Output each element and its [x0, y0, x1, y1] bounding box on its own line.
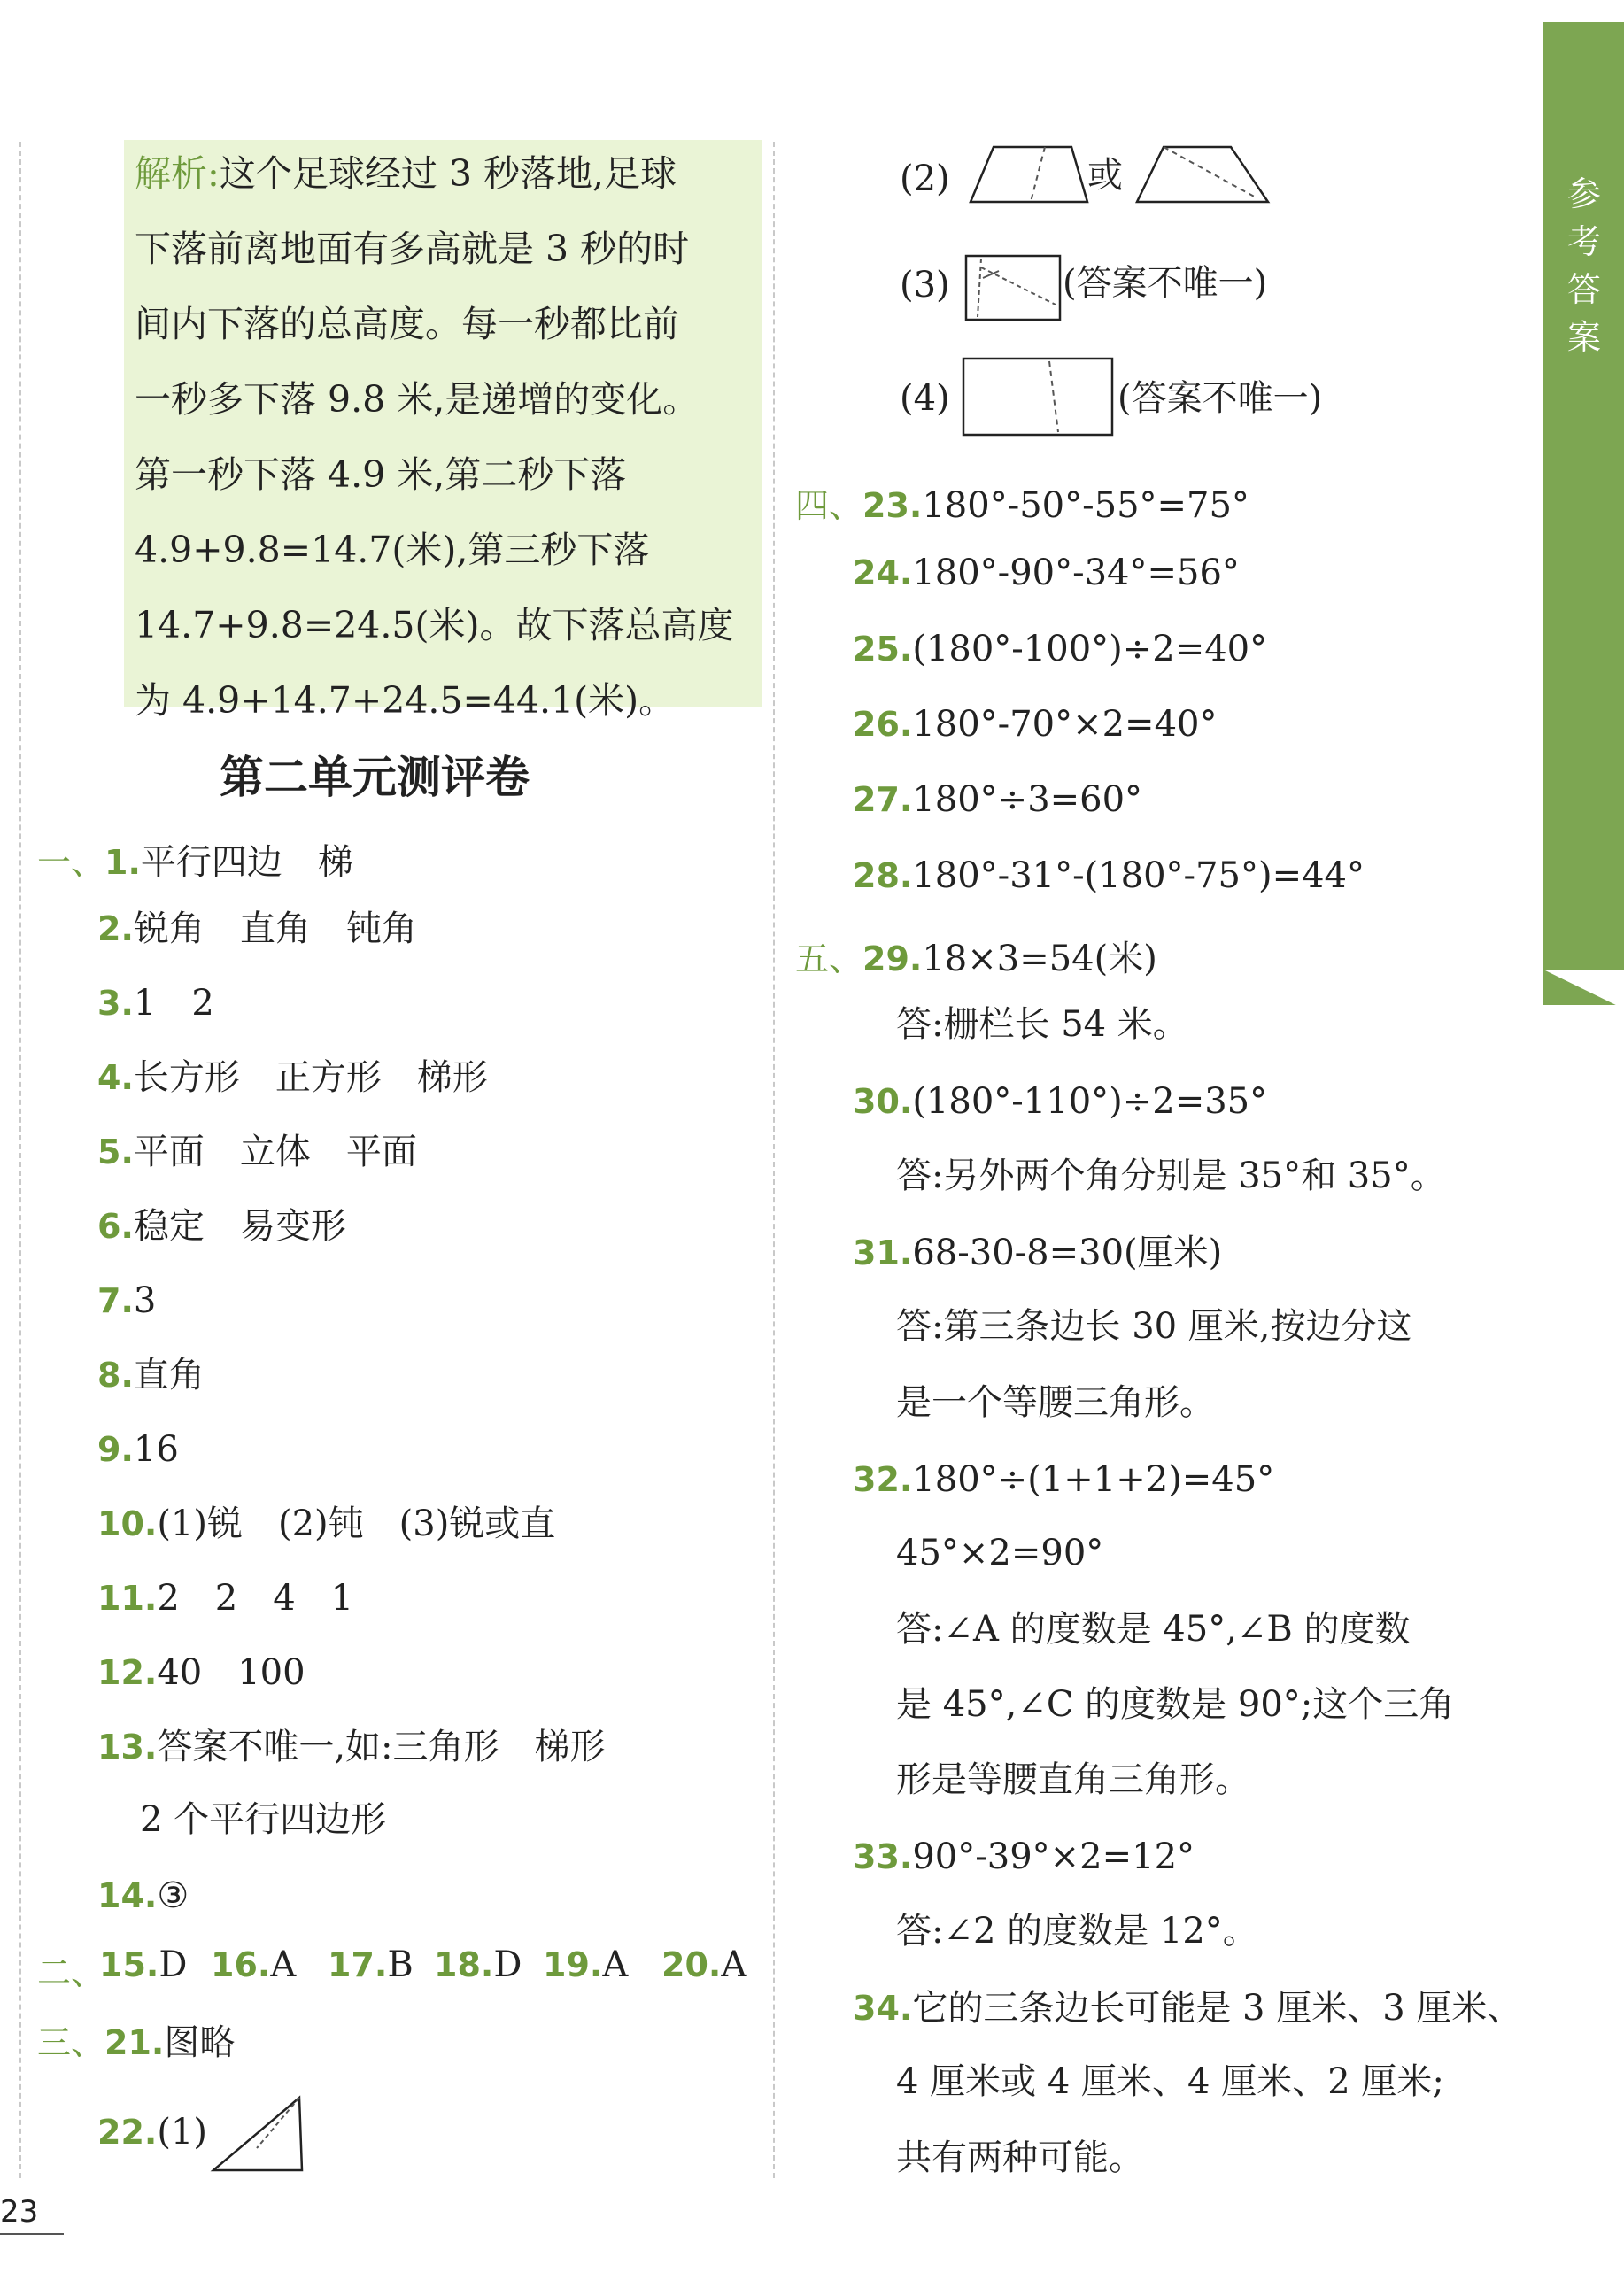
left-margin-divider [19, 142, 21, 2178]
answer-text: 180°-31°-(180°-75°)=44° [912, 855, 1365, 896]
section-label: 一、 [37, 843, 105, 882]
trapezoid-figure-2 [1133, 143, 1272, 207]
answer-text: 45°×2=90° [896, 1533, 1104, 1573]
answer-text: 18×3=54(米) [922, 939, 1157, 979]
figure-note-4: (答案不唯一) [1117, 378, 1323, 419]
left-answer-line [97, 1579, 353, 1618]
answer-text: 图略 [164, 2022, 236, 2063]
analysis-line-text: 这个足球经过 3 秒落地,足球 [219, 152, 677, 195]
answer-text: ③ [157, 1875, 189, 1916]
side-tab-label: 参考答案 [1566, 174, 1601, 357]
figure-label-3: (3) [900, 265, 950, 305]
analysis-line [135, 445, 626, 498]
right-answer-line [896, 2061, 1444, 2102]
choice-answer [543, 1945, 628, 1984]
answer-text: 68-30-8=30(厘米) [912, 1233, 1223, 1273]
analysis-line [135, 671, 675, 723]
analysis-line [135, 295, 679, 347]
trapezoid-figure-1 [967, 143, 1091, 205]
right-answer-line [896, 2140, 1144, 2176]
question-number: 20. [661, 1945, 722, 1984]
choice-answer [661, 1945, 746, 1984]
answer-text: 180°÷(1+1+2)=45° [912, 1459, 1275, 1500]
section-label: 五、 [795, 939, 863, 978]
analysis-line-text: 下落前离地面有多高就是 3 秒的时 [135, 228, 690, 270]
question-number: 6. [97, 1207, 134, 1246]
triangle-figure [211, 2095, 308, 2175]
answer-text: (180°-110°)÷2=35° [912, 1081, 1268, 1122]
left-answer-line [97, 909, 417, 948]
answer-text: 共有两种可能。 [896, 2138, 1144, 2178]
left-answer-line [97, 1876, 189, 1915]
analysis-line-text: 14.7+9.8=24.5(米)。故下落总高度 [135, 604, 734, 646]
answer-text: 16 [133, 1429, 179, 1470]
answer-text: 90°-39°×2=12° [912, 1836, 1195, 1877]
rectangle-figure-1 [963, 253, 1063, 322]
question-number: 27. [853, 780, 913, 819]
analysis-line-text: 4.9+9.8=14.7(米),第三秒下落 [135, 529, 650, 571]
left-answer-line [37, 835, 353, 884]
question-number: 2. [97, 909, 134, 948]
rectangle-figure-2 [961, 356, 1115, 437]
question-number: 23. [862, 486, 923, 525]
answer-text: 平行四边 梯 [140, 842, 353, 883]
right-answer-line [853, 630, 1267, 669]
question-number: 34. [853, 1989, 913, 2028]
answer-text: 答:栅栏长 54 米。 [896, 1004, 1188, 1045]
answer-text: 2 个平行四边形 [140, 1799, 387, 1840]
answer-text: 它的三条边长可能是 3 厘米、3 厘米、 [912, 1988, 1523, 2029]
left-answer-line [97, 1728, 606, 1766]
question-number: 29. [862, 939, 923, 978]
question-number: 16. [211, 1945, 271, 1984]
answer-text: (180°-100°)÷2=40° [912, 629, 1268, 669]
analysis-line [135, 144, 677, 197]
analysis-label: 解析: [135, 152, 220, 195]
right-answer-line [853, 1233, 1222, 1272]
analysis-line [135, 370, 699, 422]
right-answer-line [853, 553, 1240, 592]
answer-text: 长方形 正方形 梯形 [133, 1057, 488, 1098]
question-number: 14. [97, 1876, 158, 1915]
question-number: 15. [99, 1945, 159, 1984]
section-three-line [37, 2015, 235, 2064]
right-answer-line [896, 1004, 1188, 1045]
right-answer-line [795, 478, 1249, 527]
unit-title: 第二单元测评卷 [220, 752, 530, 803]
choice-answer [211, 1945, 296, 1984]
analysis-line-text: 一秒多下落 9.8 米,是递增的变化。 [135, 378, 700, 421]
q22-line [97, 2113, 207, 2152]
analysis-line-text: 为 4.9+14.7+24.5=44.1(米)。 [135, 679, 676, 722]
section-label: 二、 [37, 1953, 105, 1992]
question-number: 7. [97, 1281, 134, 1320]
page-number-rule [0, 2233, 64, 2235]
right-answer-line [795, 932, 1157, 980]
question-number: 12. [97, 1653, 158, 1692]
answer-text: 答:另外两个角分别是 35°和 35°。 [896, 1156, 1446, 1196]
column-divider [773, 142, 775, 2178]
question-number: 18. [434, 1945, 494, 1984]
choice-letter: D [159, 1944, 188, 1985]
right-answer-line [896, 1535, 1103, 1571]
figure-label-4: (4) [900, 378, 950, 419]
question-number: 10. [97, 1504, 158, 1543]
answer-text: 是一个等腰三角形。 [896, 1382, 1215, 1423]
figure-label-2: (2) [900, 158, 950, 199]
analysis-line-text: 间内下落的总高度。每一秒都比前 [135, 303, 679, 345]
choice-answer [434, 1945, 522, 1984]
answer-text: 180°-90°-34°=56° [912, 553, 1240, 593]
question-number: 25. [853, 630, 913, 669]
left-answer-line [97, 1281, 156, 1320]
left-answer-line [97, 1058, 488, 1097]
left-answer-line [97, 1504, 555, 1543]
left-answer-line [97, 1653, 305, 1692]
choice-letter: A [721, 1944, 747, 1985]
question-number: 26. [853, 705, 913, 744]
answer-text: 180°÷3=60° [912, 779, 1143, 820]
page-number: 23 [0, 2194, 39, 2230]
question-number: 31. [853, 1233, 913, 1272]
analysis-line [135, 521, 649, 573]
right-answer-line [896, 1382, 1215, 1423]
right-answer-line [853, 1082, 1267, 1121]
choice-letter: D [493, 1944, 522, 1985]
section-label: 三、 [37, 2023, 105, 2062]
question-number: 28. [853, 856, 913, 895]
left-answer-line [97, 1430, 179, 1469]
left-answer-line [140, 1799, 387, 1840]
answer-text: 2 2 4 1 [157, 1578, 354, 1619]
question-number: 4. [97, 1058, 134, 1097]
right-answer-line [896, 1306, 1412, 1347]
question-number: 1. [104, 843, 141, 882]
right-answer-line [896, 1911, 1258, 1952]
question-number: 33. [853, 1837, 913, 1876]
side-tab-notch [1543, 970, 1624, 1009]
answer-text: 40 100 [157, 1652, 305, 1693]
question-number: 19. [543, 1945, 603, 1984]
choice-letter: B [387, 1944, 414, 1985]
left-answer-line [97, 1133, 417, 1171]
right-answer-line [896, 1158, 1446, 1194]
choice-letter: A [270, 1944, 297, 1985]
left-answer-line [97, 1356, 205, 1395]
answer-text: 180°-70°×2=40° [912, 704, 1218, 745]
answer-text: 180°-50°-55°=75° [922, 485, 1249, 526]
answer-text: 4 厘米或 4 厘米、4 厘米、2 厘米; [896, 2061, 1444, 2102]
question-number: 8. [97, 1356, 134, 1395]
question-number: 22. [97, 2113, 158, 2152]
right-answer-line [853, 1460, 1274, 1499]
answer-text: (1)锐 (2)钝 (3)锐或直 [157, 1504, 556, 1544]
answer-text: 稳定 易变形 [133, 1206, 346, 1247]
or-text: 或 [1087, 155, 1123, 196]
analysis-line-text: 第一秒下落 4.9 米,第二秒下落 [135, 453, 627, 496]
choice-letter: A [602, 1944, 629, 1985]
right-answer-line [896, 1684, 1455, 1725]
answer-text: 平面 立体 平面 [133, 1132, 417, 1172]
right-answer-line [896, 1609, 1411, 1650]
right-answer-line [853, 780, 1142, 819]
question-number: 24. [853, 553, 913, 592]
question-number: 17. [328, 1945, 388, 1984]
answer-text: 答:∠A 的度数是 45°,∠B 的度数 [896, 1609, 1411, 1650]
question-number: 3. [97, 984, 134, 1023]
analysis-line [135, 220, 689, 272]
answer-text: 答:∠2 的度数是 12°。 [896, 1911, 1258, 1952]
left-answer-line [97, 1207, 346, 1246]
answer-text: 直角 [133, 1355, 205, 1395]
question-number: 21. [104, 2023, 165, 2062]
choice-answer [328, 1945, 414, 1984]
question-number: 32. [853, 1460, 913, 1499]
answer-text: 3 [133, 1280, 157, 1321]
answer-text: 锐角 直角 钝角 [133, 908, 417, 949]
question-number: 9. [97, 1430, 134, 1469]
right-answer-line [853, 1989, 1522, 2028]
right-answer-line [853, 705, 1217, 744]
part-label: (1) [157, 2112, 207, 2153]
answer-text: 是 45°,∠C 的度数是 90°;这个三角 [896, 1684, 1455, 1725]
right-answer-line [896, 1759, 1250, 1800]
question-number: 13. [97, 1728, 158, 1766]
answer-text: 1 2 [133, 983, 214, 1024]
answer-text: 形是等腰直角三角形。 [896, 1759, 1250, 1800]
answer-text: 答案不唯一,如:三角形 梯形 [157, 1727, 606, 1767]
left-answer-line [97, 984, 214, 1023]
analysis-line [135, 596, 733, 648]
right-answer-line [853, 856, 1365, 895]
right-answer-line [853, 1837, 1195, 1876]
section-label: 四、 [795, 486, 863, 525]
question-number: 30. [853, 1082, 913, 1121]
answer-text: 答:第三条边长 30 厘米,按边分这 [896, 1306, 1412, 1347]
choice-answer [99, 1945, 187, 1984]
question-number: 11. [97, 1579, 158, 1618]
figure-note-3: (答案不唯一) [1063, 263, 1268, 304]
question-number: 5. [97, 1133, 134, 1171]
